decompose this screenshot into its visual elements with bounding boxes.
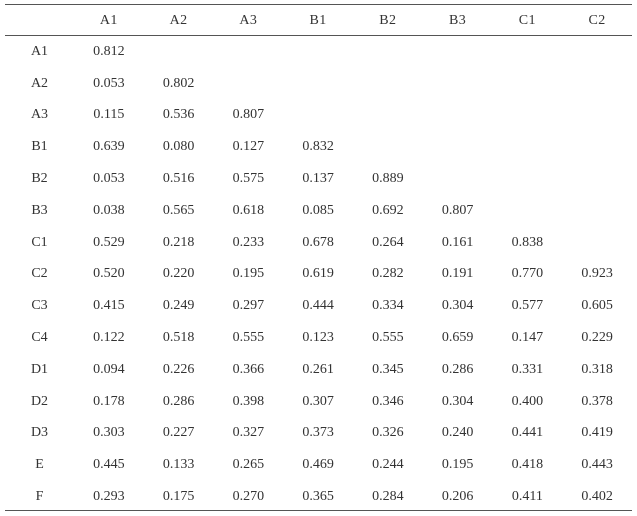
table-cell <box>562 68 632 100</box>
table-cell <box>144 36 214 68</box>
table-cell: 0.770 <box>511 266 544 282</box>
table-cell <box>493 163 563 195</box>
table-cell <box>493 68 563 100</box>
table-cell: 0.807 <box>232 107 265 123</box>
table-row <box>5 354 632 386</box>
table-cell: 0.659 <box>441 330 474 346</box>
table-cell: 0.529 <box>93 234 125 250</box>
row-label: D1 <box>30 361 49 377</box>
table-cell: 0.536 <box>162 107 195 123</box>
row-label: D2 <box>30 393 49 409</box>
table-cell: 0.366 <box>232 361 265 377</box>
table-cell: 0.284 <box>372 489 404 505</box>
table-cell <box>493 131 563 163</box>
row-label: F <box>35 489 44 505</box>
table-row <box>5 259 632 291</box>
table-cell: 0.345 <box>372 361 404 377</box>
row-label: D3 <box>30 425 49 441</box>
table-row <box>5 386 632 418</box>
table-cell: 0.838 <box>511 234 544 250</box>
table-cell: 0.419 <box>581 425 613 441</box>
table-cell: 0.443 <box>581 457 613 473</box>
table-cell: 0.692 <box>372 202 404 218</box>
row-label: A1 <box>30 43 49 59</box>
table-cell: 0.812 <box>93 43 125 59</box>
column-header: A1 <box>99 12 118 28</box>
table-row <box>5 481 632 513</box>
table-row <box>5 195 632 227</box>
table-cell: 0.191 <box>441 266 474 282</box>
table-cell: 0.038 <box>93 202 125 218</box>
table-cell: 0.265 <box>232 457 265 473</box>
row-label: C2 <box>31 266 48 282</box>
table-cell: 0.415 <box>93 298 125 314</box>
table-cell: 0.220 <box>162 266 195 282</box>
table-cell: 0.807 <box>441 202 474 218</box>
table-cell <box>283 100 353 132</box>
table-row <box>5 100 632 132</box>
table-cell: 0.555 <box>232 330 265 346</box>
table-cell: 0.297 <box>232 298 265 314</box>
table-cell: 0.218 <box>162 234 195 250</box>
table-cell <box>562 227 632 259</box>
table-cell <box>353 131 423 163</box>
table-cell: 0.123 <box>302 330 334 346</box>
table-cell: 0.444 <box>302 298 334 314</box>
table-cell <box>562 36 632 68</box>
table-cell: 0.195 <box>441 457 474 473</box>
table-row <box>5 290 632 322</box>
column-header: B2 <box>379 12 397 28</box>
table-cell: 0.304 <box>441 393 474 409</box>
table-cell: 0.923 <box>581 266 613 282</box>
table-row <box>5 131 632 163</box>
row-label: B1 <box>31 139 48 155</box>
table-cell: 0.678 <box>302 234 334 250</box>
table-cell: 0.240 <box>441 425 474 441</box>
table-cell: 0.175 <box>162 489 195 505</box>
table-cell: 0.127 <box>232 139 265 155</box>
column-header: C2 <box>588 12 606 28</box>
table-cell: 0.605 <box>581 298 613 314</box>
row-label: C1 <box>31 234 48 250</box>
table-cell: 0.304 <box>441 298 474 314</box>
table-cell: 0.402 <box>581 489 613 505</box>
row-label: C3 <box>31 298 48 314</box>
table-cell: 0.618 <box>232 202 265 218</box>
table-cell: 0.080 <box>162 139 195 155</box>
table-cell: 0.195 <box>232 266 265 282</box>
table-cell: 0.133 <box>162 457 195 473</box>
table-cell: 0.400 <box>511 393 544 409</box>
row-label: C4 <box>31 330 48 346</box>
table-cell: 0.398 <box>232 393 265 409</box>
table-row <box>5 418 632 450</box>
table-cell: 0.639 <box>93 139 125 155</box>
table-cell: 0.418 <box>511 457 544 473</box>
table-cell: 0.206 <box>441 489 474 505</box>
column-header: B1 <box>309 12 327 28</box>
table-cell: 0.469 <box>302 457 334 473</box>
table-cell: 0.802 <box>162 75 195 91</box>
row-label: A2 <box>30 75 49 91</box>
table-cell: 0.577 <box>511 298 544 314</box>
table-cell <box>493 195 563 227</box>
table-cell <box>283 68 353 100</box>
column-header-corner <box>5 5 74 36</box>
table-cell: 0.244 <box>372 457 404 473</box>
row-label: B2 <box>31 171 48 187</box>
table-cell: 0.619 <box>302 266 334 282</box>
table-cell: 0.575 <box>232 171 265 187</box>
table-cell: 0.373 <box>302 425 334 441</box>
table-cell <box>423 163 493 195</box>
table-header-row <box>5 5 632 36</box>
table-row <box>5 227 632 259</box>
row-label: E <box>35 457 44 473</box>
table-cell <box>283 36 353 68</box>
correlation-table <box>5 5 632 513</box>
table-cell <box>423 100 493 132</box>
table-cell: 0.249 <box>162 298 195 314</box>
table-cell: 0.147 <box>511 330 544 346</box>
table-cell: 0.365 <box>302 489 334 505</box>
table-cell <box>562 131 632 163</box>
table-cell: 0.326 <box>372 425 404 441</box>
table-cell: 0.286 <box>441 361 474 377</box>
row-label: A3 <box>30 107 49 123</box>
table-cell: 0.264 <box>372 234 404 250</box>
column-header: B3 <box>448 12 467 28</box>
row-label: B3 <box>31 202 48 218</box>
table-cell: 0.832 <box>302 139 334 155</box>
column-header: A3 <box>239 12 258 28</box>
table-cell <box>562 195 632 227</box>
table-cell: 0.303 <box>93 425 125 441</box>
table-row <box>5 163 632 195</box>
table-cell <box>423 131 493 163</box>
table-row <box>5 449 632 481</box>
table-cell: 0.565 <box>162 202 195 218</box>
table-row <box>5 36 632 68</box>
table-cell <box>562 100 632 132</box>
table-cell: 0.331 <box>511 361 544 377</box>
table-cell: 0.327 <box>232 425 265 441</box>
table-cell: 0.286 <box>162 393 195 409</box>
table-cell: 0.334 <box>372 298 404 314</box>
table-cell: 0.226 <box>162 361 195 377</box>
table-cell <box>423 68 493 100</box>
table-cell: 0.161 <box>441 234 474 250</box>
table-cell: 0.555 <box>372 330 404 346</box>
table-cell: 0.053 <box>93 75 125 91</box>
table-body <box>5 36 632 513</box>
table-cell: 0.137 <box>302 171 334 187</box>
table-cell: 0.085 <box>302 202 334 218</box>
table-cell: 0.270 <box>232 489 265 505</box>
table-cell: 0.441 <box>511 425 544 441</box>
table-cell: 0.307 <box>302 393 334 409</box>
column-header: C1 <box>518 12 537 28</box>
table-cell <box>353 68 423 100</box>
table-cell: 0.518 <box>162 330 195 346</box>
table-cell: 0.229 <box>581 330 613 346</box>
table-cell <box>493 36 563 68</box>
table-row <box>5 68 632 100</box>
table-cell <box>214 68 284 100</box>
column-header: A2 <box>169 12 188 28</box>
table-cell: 0.233 <box>232 234 265 250</box>
table-row <box>5 322 632 354</box>
table-cell: 0.445 <box>93 457 125 473</box>
table-cell: 0.318 <box>581 361 613 377</box>
table-cell: 0.411 <box>511 489 543 505</box>
table-cell: 0.261 <box>302 361 334 377</box>
table-cell: 0.094 <box>93 361 125 377</box>
table-cell: 0.520 <box>93 266 125 282</box>
table-cell <box>423 36 493 68</box>
table-cell: 0.282 <box>372 266 404 282</box>
table-cell <box>353 36 423 68</box>
table-cell: 0.178 <box>93 393 125 409</box>
table-cell <box>493 100 563 132</box>
table-cell <box>353 100 423 132</box>
table-cell: 0.227 <box>162 425 195 441</box>
table-cell <box>214 36 284 68</box>
table-cell: 0.115 <box>93 107 125 123</box>
table-cell: 0.889 <box>372 171 404 187</box>
table-cell <box>562 163 632 195</box>
table-cell: 0.346 <box>372 393 404 409</box>
table-cell: 0.053 <box>93 171 125 187</box>
table-cell: 0.122 <box>93 330 125 346</box>
table-cell: 0.378 <box>581 393 613 409</box>
table-cell: 0.516 <box>162 171 195 187</box>
table-cell: 0.293 <box>93 489 125 505</box>
